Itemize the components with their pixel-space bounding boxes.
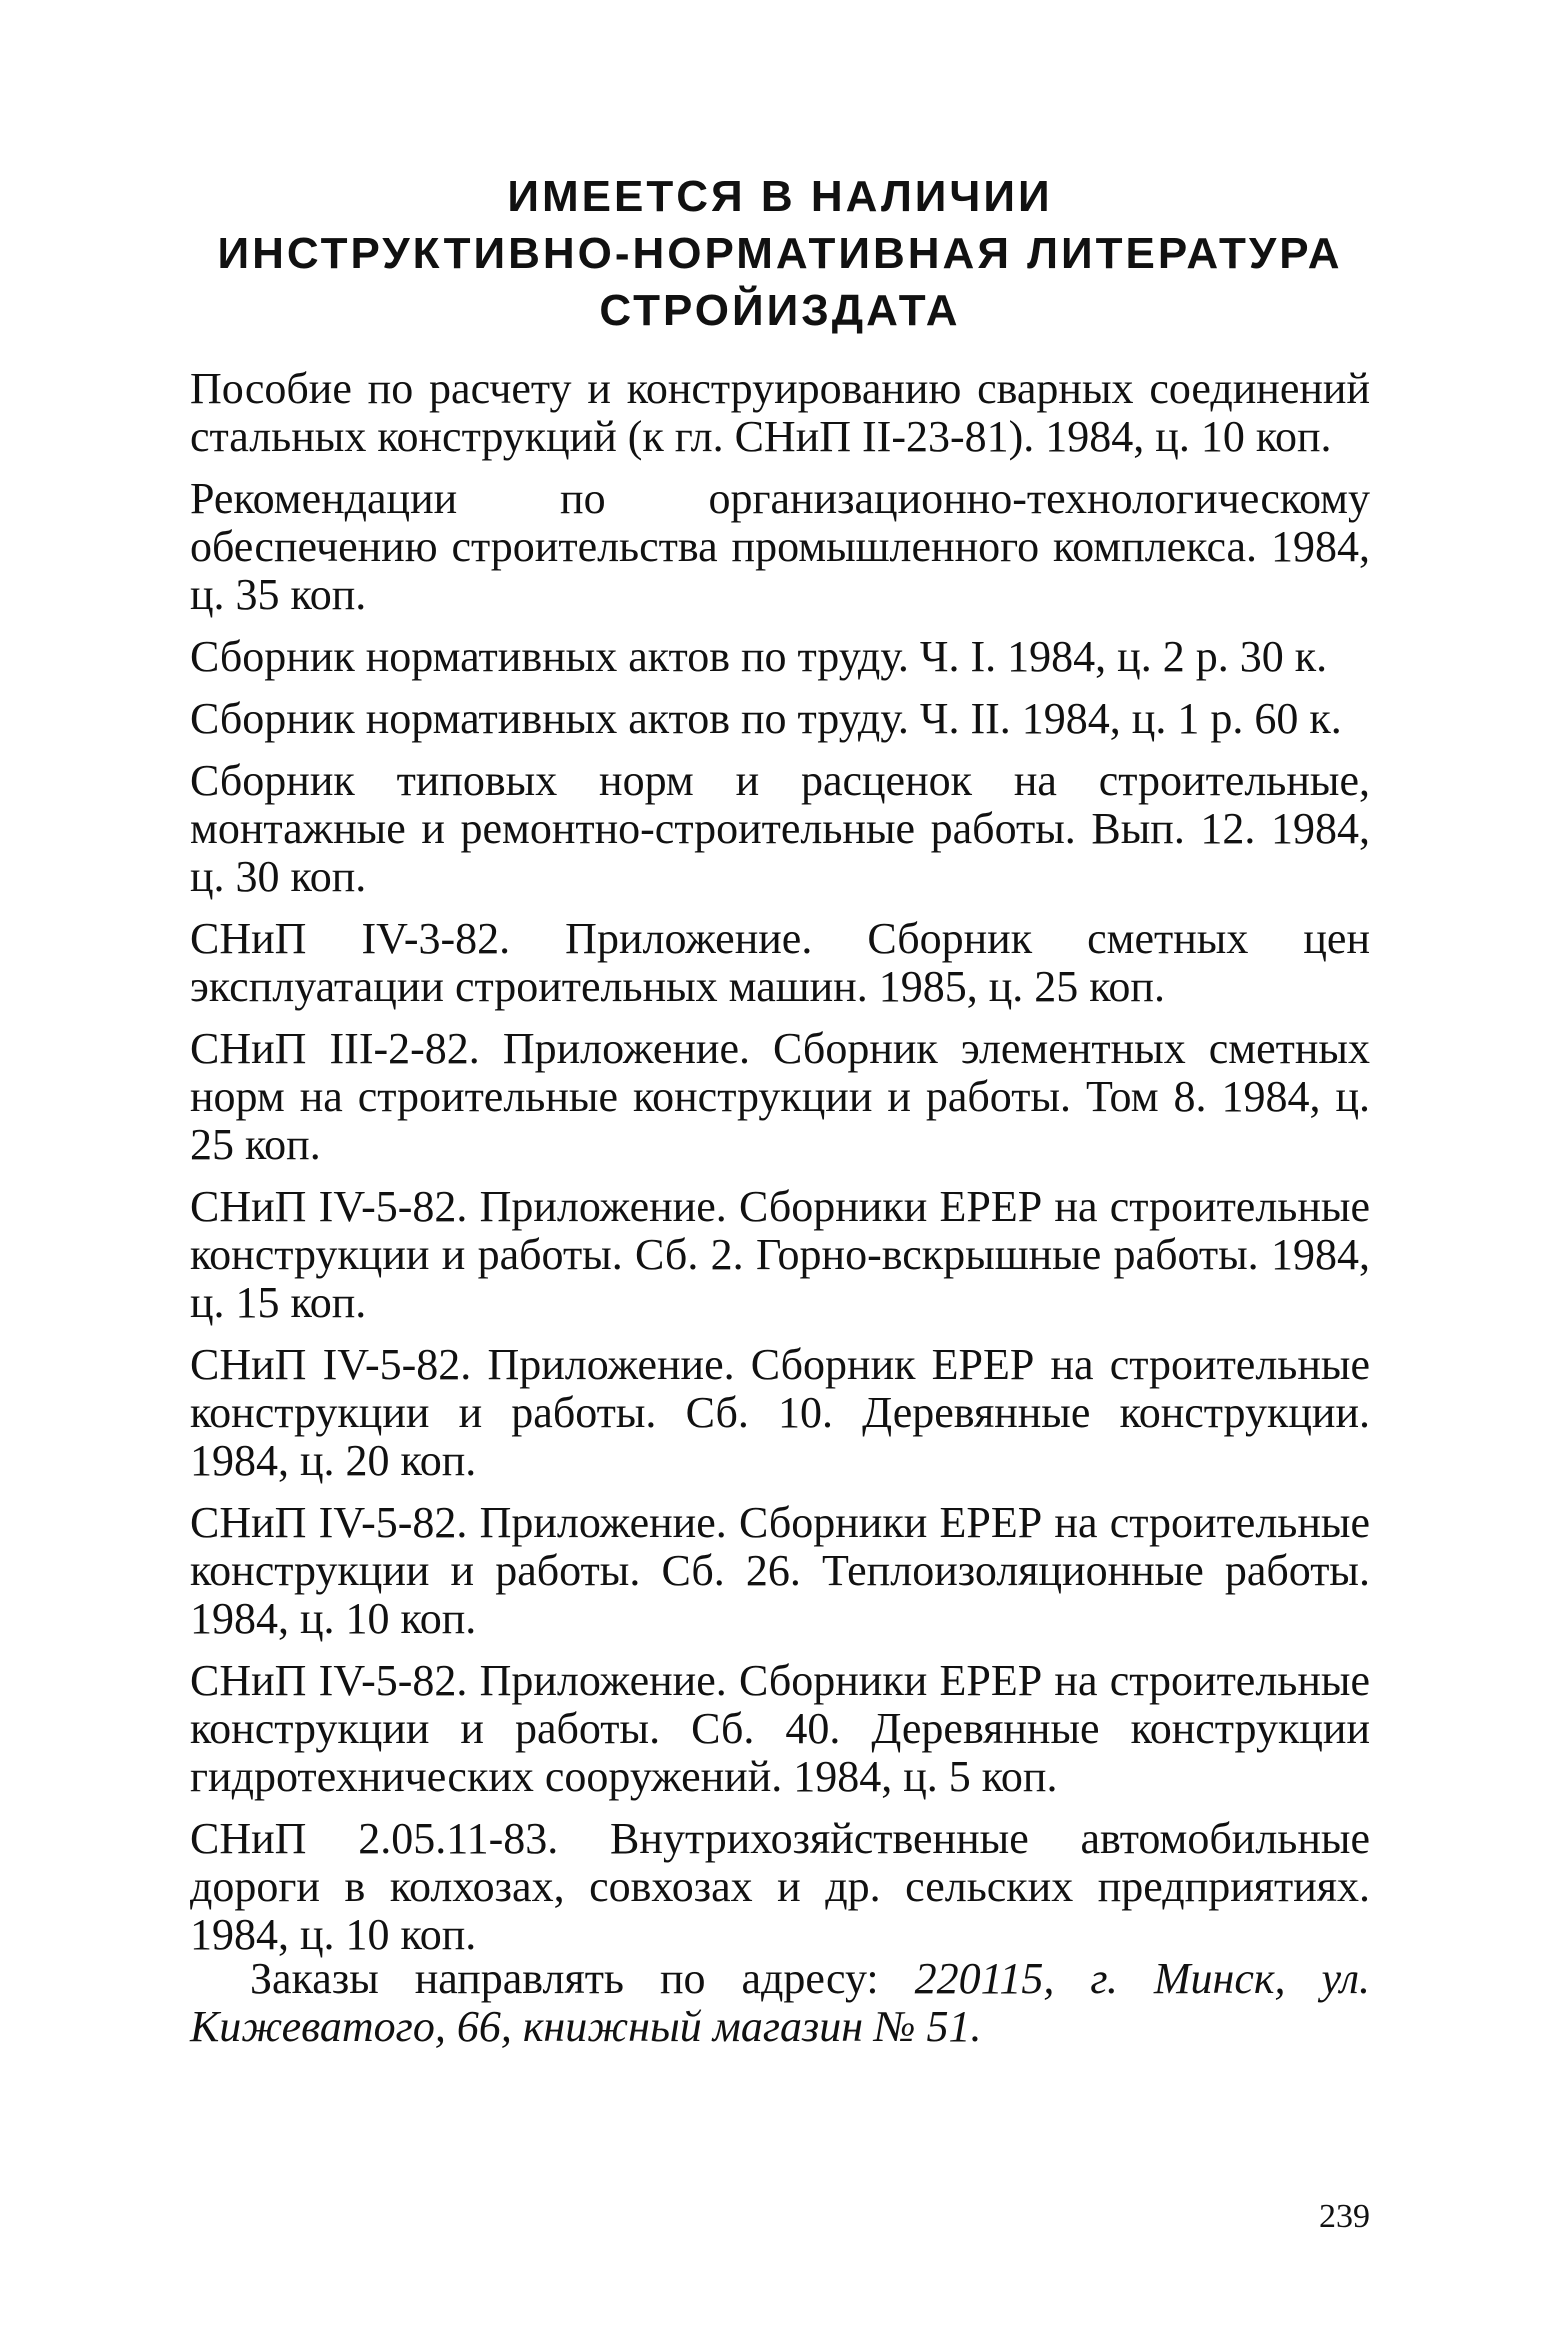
page-heading: [180, 168, 1380, 339]
heading-line-2: ИНСТРУКТИВНО-НОРМАТИВНАЯ ЛИТЕРАТУРА: [217, 229, 1343, 278]
orders-label: Заказы направлять по адресу:: [250, 1954, 879, 2003]
publication-entry: СНиП IV-5-82. Приложение. Сборники ЕРЕР на строительные конструкции и работы. Сб. 26. Теплоизоляционные работы. 1984, ц. 10 коп.: [190, 1498, 1370, 1643]
publication-entry: СНиП IV-5-82. Приложение. Сборники ЕРЕР на строительные конструкции и работы. Сб. 40. Деревянные конструкции гидротехнических сооружений. 1984, ц. 5 коп.: [190, 1656, 1370, 1801]
publication-entry: Сборник нормативных актов по труду. Ч. II. 1984, ц. 1 р. 60 к.: [190, 694, 1342, 743]
publication-entry: СНиП IV-3-82. Приложение. Сборник сметных цен эксплуатации строительных машин. 1985, ц. 25 коп.: [190, 914, 1370, 1011]
publication-list: [190, 365, 1370, 1973]
publication-entry: Сборник типовых норм и расценок на строительные, монтажные и ремонтно-строительные работы. Вып. 12. 1984, ц. 30 коп.: [190, 756, 1370, 901]
publication-entry: СНиП IV-5-82. Приложение. Сборники ЕРЕР на строительные конструкции и работы. Сб. 2. Горно-вскрышные работы. 1984, ц. 15 коп.: [190, 1182, 1370, 1327]
publication-entry: Рекомендации по организационно-технологическому обеспечению строительства промышленного комплекса. 1984, ц. 35 коп.: [190, 474, 1370, 619]
orders-address: 220115, г. Минск, ул. Кижеватого, 66, книжный магазин № 51.: [190, 1954, 1371, 2051]
heading-line-1: ИМЕЕТСЯ В НАЛИЧИИ: [507, 172, 1053, 221]
publication-entry: Сборник нормативных актов по труду. Ч. I. 1984, ц. 2 р. 30 к.: [190, 632, 1328, 681]
heading-line-3: СТРОЙИЗДАТА: [599, 286, 961, 335]
publication-entry: Пособие по расчету и конструированию сварных соединений стальных конструкций (к гл. СНиП II-23-81). 1984, ц. 10 коп.: [190, 364, 1370, 461]
orders-note: [190, 1955, 1370, 2051]
page-number: 239: [1319, 2198, 1370, 2235]
publication-entry: СНиП IV-5-82. Приложение. Сборник ЕРЕР на строительные конструкции и работы. Сб. 10. Деревянные конструкции. 1984, ц. 20 коп.: [190, 1340, 1370, 1485]
publication-entry: СНиП 2.05.11-83. Внутрихозяйственные автомобильные дороги в колхозах, совхозах и др. сельских предприятиях. 1984, ц. 10 коп.: [190, 1814, 1370, 1959]
publication-entry: СНиП III-2-82. Приложение. Сборник элементных сметных норм на строительные конструкции и работы. Том 8. 1984, ц. 25 коп.: [190, 1024, 1370, 1169]
